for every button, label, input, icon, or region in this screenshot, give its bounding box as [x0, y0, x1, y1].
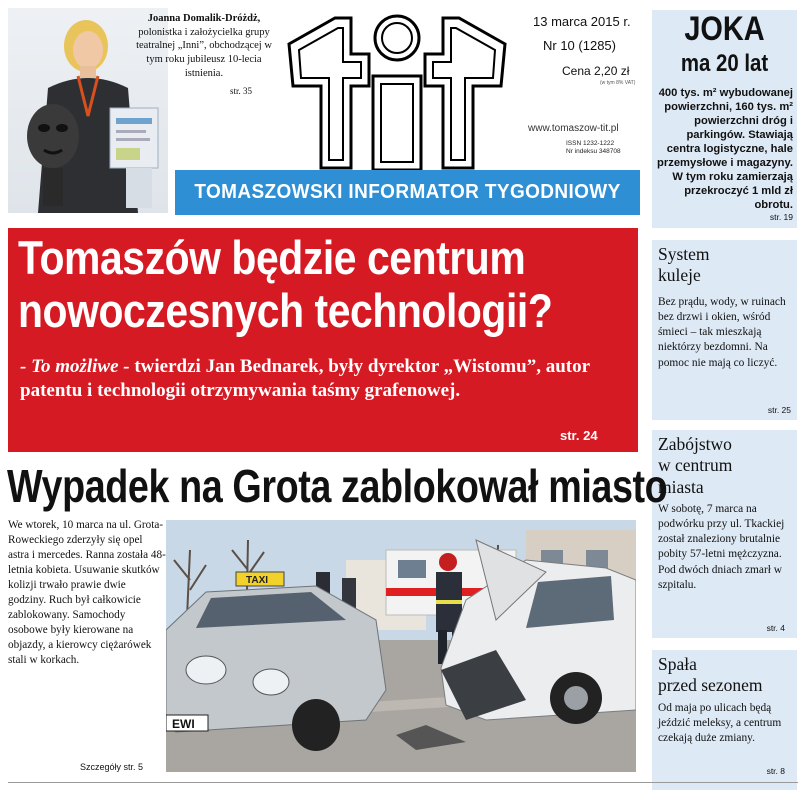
- murder-ref: str. 4: [766, 623, 785, 633]
- spala-ref: str. 8: [766, 766, 785, 776]
- accident-ref: Szczegóły str. 5: [80, 762, 144, 772]
- lead-quote: - To możliwe -: [20, 356, 130, 377]
- murder-heading: Zabójstwo w centrum miasta: [658, 434, 733, 497]
- accident-headline: Wypadek na Grota zablokował miasto: [7, 460, 668, 512]
- person-name: Joanna Domalik-Dróżdż,: [147, 13, 261, 24]
- index-number: Nr indeksu 348708: [566, 148, 621, 156]
- bottom-rule: [8, 782, 798, 783]
- issue-date: 13 marca 2015 r.: [533, 14, 631, 29]
- accident-text: We wtorek, 10 marca na ul. Grota-Roweckiego zderzyły się opel astra i mercedes. Ranna została 48-letnia kobieta. Usuwanie skutków kolizji trwało prawie dwie godziny. Ruch był całkowicie zablokowany. Samochody osobowe były kierowane na objazdy, a kierowcy ciężarówek stali w korkach.: [8, 519, 166, 666]
- price: Cena 2,20 zł: [562, 64, 630, 78]
- taxi-sign-text: TAXI: [246, 575, 269, 586]
- newspaper-title: TOMASZOWSKI INFORMATOR TYGODNIOWY: [194, 180, 621, 203]
- website-url[interactable]: www.tomaszow-tit.pl: [528, 123, 619, 134]
- joka-title: JOKA: [684, 10, 765, 48]
- person-page-ref: str. 35: [230, 86, 253, 96]
- lead-ref: str. 24: [560, 428, 598, 443]
- system-heading: System kuleje: [658, 244, 710, 286]
- murder-text: W sobotę, 7 marca na podwórku przy ul. Tkackiej został znaleziony brutalnie pobity 57-letni mężczyzna. Pod dwóch dniach zmarł w szpitalu.: [658, 503, 785, 591]
- system-text: Bez prądu, wody, w ruinach bez drzwi i okien, wśród śmieci – tak mieszkają niektórzy bezdomni. Na pomoc nie mają co liczyć.: [658, 296, 786, 369]
- issn: ISSN 1232-1222: [566, 140, 615, 147]
- joka-text: 400 tys. m² wybudowanej powierzchni, 160 tys. m² powierzchni dróg i parkingów. Stawiają centra logistyczne, hale przemysłowe i magazyny. W tym roku zamierzają przekroczyć 1 mld zł obrotu.: [657, 87, 793, 211]
- system-ref: str. 25: [767, 405, 791, 415]
- person-caption: [130, 12, 278, 80]
- price-note: (w tym 8% VAT): [600, 80, 636, 86]
- lead-subtext-body: twierdzi Jan Bednarek, były dyrektor „Wistomu”, autor patentu i technologii otrzymywania taśmy grafenowej.: [20, 356, 590, 402]
- person-description: polonistka i założycielka grupy teatralnej „Inni”, obchodzącej w tym roku jubileusz 10-lecia istnienia.: [136, 26, 272, 79]
- tit-logo: [283, 10, 511, 175]
- lead-headline: Tomaszów będzie centrum nowoczesnych technologii?: [18, 231, 553, 337]
- lead-subtext: [20, 355, 632, 404]
- license-plate-text: EWI: [172, 717, 195, 731]
- joka-subtitle: ma 20 lat: [680, 50, 769, 77]
- joka-ref: str. 19: [769, 212, 793, 222]
- spala-text: Od maja po ulicach będą jeździć meleksy, a centrum czekają duże zmiany.: [658, 702, 782, 745]
- issue-number: Nr 10 (1285): [543, 38, 616, 53]
- spala-heading: Spała przed sezonem: [658, 654, 763, 696]
- issn-block: [566, 140, 621, 156]
- accident-photo: [166, 520, 636, 772]
